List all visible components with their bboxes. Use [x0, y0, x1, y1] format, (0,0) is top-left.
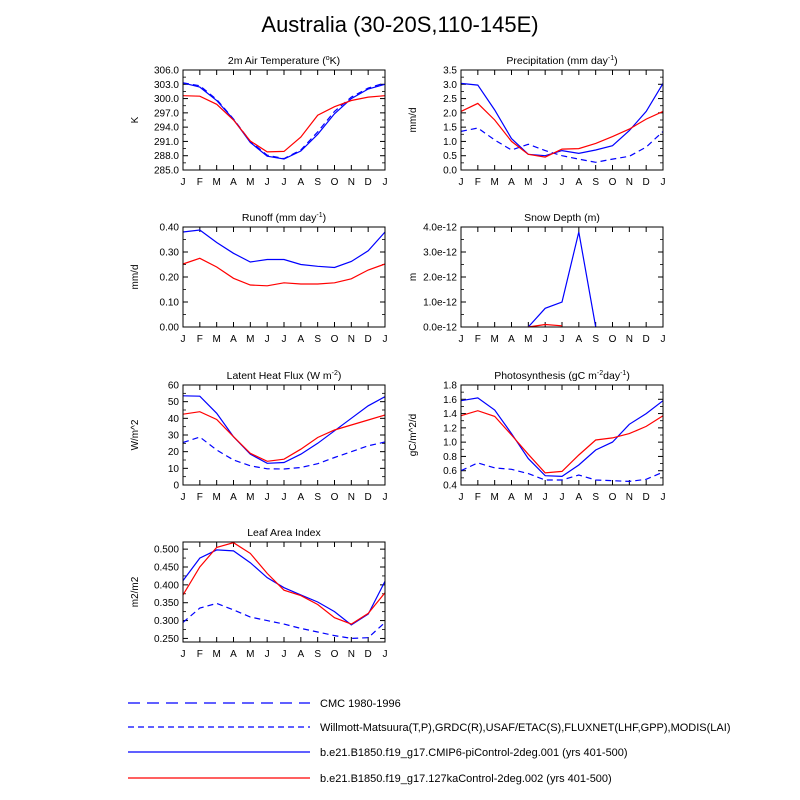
y-tick-label: 0.250	[153, 633, 179, 645]
chart-panel-5	[130, 370, 388, 503]
chart-panel-1	[130, 55, 388, 188]
y-tick-label: 0.4	[443, 480, 457, 492]
x-tick-label: J	[264, 177, 270, 188]
legend	[128, 698, 731, 785]
y-tick-label: 0.30	[159, 247, 179, 259]
x-tick-label: O	[330, 177, 339, 188]
y-tick-label: 0.10	[159, 297, 179, 309]
x-tick-label: M	[246, 334, 255, 345]
x-tick-label: D	[642, 334, 650, 345]
y-tick-label: 20	[167, 447, 179, 459]
x-tick-label: J	[382, 334, 388, 345]
x-tick-label: N	[347, 649, 355, 660]
x-tick-label: J	[458, 334, 464, 345]
x-tick-label: J	[559, 492, 565, 503]
y-tick-label: 1.8	[443, 380, 457, 392]
figure-title: Australia (30-20S,110-145E)	[261, 12, 539, 37]
x-tick-label: J	[559, 334, 565, 345]
series-line-obs	[461, 463, 663, 482]
x-tick-label: A	[297, 649, 305, 660]
x-tick-label: M	[524, 177, 533, 188]
x-tick-label: A	[230, 492, 237, 503]
series-line-obs	[183, 603, 385, 638]
x-tick-label: M	[246, 492, 255, 503]
chart-panel-4	[408, 212, 666, 345]
y-tick-label: 288.0	[153, 151, 179, 163]
series-line-obs	[183, 83, 385, 159]
x-tick-label: M	[490, 492, 499, 503]
y-tick-label: 285.0	[153, 165, 179, 177]
y-tick-label: 2.5	[443, 94, 457, 106]
panel-title: Photosynthesis (gC $m^{-2}day^{-1}$)	[494, 370, 630, 382]
x-tick-label: A	[508, 177, 515, 188]
y-axis-label: mm/d	[130, 264, 141, 290]
series-line-picontrol	[461, 83, 663, 155]
y-tick-label: 303.0	[153, 79, 179, 91]
x-tick-label: A	[575, 334, 583, 345]
y-tick-label: 306.0	[153, 65, 179, 77]
y-tick-label: 0.450	[153, 562, 179, 574]
x-tick-label: M	[490, 334, 499, 345]
y-axis-label: K	[130, 116, 141, 124]
y-tick-label: 0.500	[153, 544, 179, 556]
x-tick-label: S	[592, 334, 600, 345]
x-tick-label: F	[474, 492, 481, 503]
y-tick-label: 40	[167, 413, 179, 425]
legend-label-picontrol: b.e21.B1850.f19_g17.CMIP6-piControl-2deg.001 (yrs 401-500)	[320, 747, 628, 759]
y-tick-label: 4.0e-12	[423, 222, 457, 234]
plot-frame	[183, 385, 385, 485]
plot-frame	[461, 385, 663, 485]
x-tick-label: J	[382, 649, 388, 660]
x-tick-label: N	[625, 492, 633, 503]
x-tick-label: A	[575, 177, 583, 188]
panel-title: Leaf Area Index	[247, 527, 321, 539]
x-tick-label: J	[542, 177, 548, 188]
x-tick-label: D	[642, 177, 650, 188]
x-tick-label: O	[608, 334, 617, 345]
x-tick-label: M	[212, 334, 221, 345]
plot-frame	[183, 70, 385, 170]
x-tick-label: J	[281, 334, 287, 345]
x-tick-label: F	[196, 649, 203, 660]
y-tick-label: 0.400	[153, 580, 179, 592]
x-tick-label: M	[524, 492, 533, 503]
x-tick-label: F	[474, 177, 481, 188]
y-tick-label: 0.8	[443, 451, 457, 463]
y-tick-label: 50	[167, 397, 179, 409]
x-tick-label: O	[608, 177, 617, 188]
y-tick-label: 0.5	[443, 151, 457, 163]
series-line-127ka	[461, 103, 663, 157]
series-line-picontrol	[183, 396, 385, 464]
x-tick-label: M	[490, 177, 499, 188]
x-tick-label: M	[246, 177, 255, 188]
plot-frame	[461, 227, 663, 327]
x-tick-label: N	[347, 334, 355, 345]
y-tick-label: 30	[167, 430, 179, 442]
series-line-127ka	[183, 543, 385, 624]
y-tick-label: 10	[167, 463, 179, 475]
x-tick-label: M	[212, 177, 221, 188]
x-tick-label: S	[314, 492, 322, 503]
x-tick-label: N	[347, 492, 355, 503]
x-tick-label: O	[330, 334, 339, 345]
y-tick-label: 1.4	[443, 409, 457, 421]
y-tick-label: 0.40	[159, 222, 179, 234]
y-tick-label: 294.0	[153, 122, 179, 134]
x-tick-label: A	[297, 334, 305, 345]
x-tick-label: N	[625, 177, 633, 188]
x-tick-label: D	[364, 649, 372, 660]
x-tick-label: J	[264, 492, 270, 503]
y-tick-label: 1.0	[443, 437, 457, 449]
y-tick-label: 297.0	[153, 108, 179, 120]
x-tick-label: A	[575, 492, 583, 503]
x-tick-label: A	[297, 492, 305, 503]
x-tick-label: A	[508, 334, 515, 345]
y-axis-label: gC/m^2/d	[408, 413, 419, 457]
legend-label-cmc: CMC 1980-1996	[320, 698, 401, 710]
plot-frame	[183, 542, 385, 642]
x-tick-label: A	[297, 177, 305, 188]
y-tick-label: 1.2	[443, 423, 457, 435]
x-tick-label: J	[382, 492, 388, 503]
x-tick-label: J	[660, 334, 666, 345]
x-tick-label: J	[281, 649, 287, 660]
y-tick-label: 0.300	[153, 616, 179, 628]
x-tick-label: J	[382, 177, 388, 188]
x-tick-label: D	[364, 334, 372, 345]
panel-title: Runoff (mm day$^{-1}$)	[241, 212, 327, 224]
x-tick-label: J	[281, 177, 287, 188]
y-axis-label: W/m^2	[130, 419, 141, 451]
x-tick-label: F	[196, 334, 203, 345]
y-tick-label: 0.0e-12	[423, 322, 457, 334]
series-line-127ka	[461, 411, 663, 473]
x-tick-label: O	[330, 492, 339, 503]
y-tick-label: 0.6	[443, 466, 457, 478]
x-tick-label: S	[314, 177, 322, 188]
x-tick-label: J	[264, 649, 270, 660]
x-tick-label: F	[196, 492, 203, 503]
panel-title: 2m Air Temperature ($^o$K)	[227, 55, 341, 67]
x-tick-label: S	[592, 492, 600, 503]
x-tick-label: M	[212, 649, 221, 660]
x-tick-label: F	[196, 177, 203, 188]
y-tick-label: 1.5	[443, 122, 457, 134]
x-tick-label: J	[458, 177, 464, 188]
x-tick-label: J	[660, 177, 666, 188]
x-tick-label: D	[642, 492, 650, 503]
x-tick-label: N	[625, 334, 633, 345]
y-tick-label: 3.5	[443, 65, 457, 77]
y-tick-label: 2.0	[443, 108, 457, 120]
series-line-picontrol	[528, 232, 595, 327]
x-tick-label: M	[212, 492, 221, 503]
y-tick-label: 3.0e-12	[423, 247, 457, 259]
series-line-obs	[183, 437, 385, 469]
x-tick-label: J	[180, 649, 186, 660]
x-tick-label: A	[508, 492, 515, 503]
y-axis-label: m2/m2	[130, 576, 141, 608]
series-line-picontrol	[183, 550, 385, 625]
y-tick-label: 291.0	[153, 136, 179, 148]
x-tick-label: S	[314, 334, 322, 345]
x-tick-label: S	[592, 177, 600, 188]
y-tick-label: 1.6	[443, 394, 457, 406]
legend-label-obs: Willmott-Matsuura(T,P),GRDC(R),USAF/ETAC(S),FLUXNET(LHF,GPP),MODIS(LAI)	[320, 722, 731, 734]
series-line-127ka	[183, 96, 385, 152]
panel-title: Precipitation (mm day$^{-1}$)	[506, 55, 618, 67]
x-tick-label: J	[281, 492, 287, 503]
chart-panel-7	[130, 527, 388, 660]
x-tick-label: J	[559, 177, 565, 188]
series-line-picontrol	[183, 83, 385, 159]
x-tick-label: A	[230, 177, 237, 188]
y-tick-label: 0.20	[159, 272, 179, 284]
panel-title: Latent Heat Flux (W $m^{-2}$)	[226, 370, 342, 382]
y-tick-label: 3.0	[443, 79, 457, 91]
x-tick-label: A	[230, 649, 237, 660]
series-line-obs	[461, 128, 663, 162]
series-line-picontrol	[183, 230, 385, 268]
y-axis-label: m	[408, 272, 419, 282]
x-tick-label: D	[364, 177, 372, 188]
x-tick-label: O	[330, 649, 339, 660]
series-line-127ka	[183, 258, 385, 286]
x-tick-label: M	[246, 649, 255, 660]
x-tick-label: J	[264, 334, 270, 345]
x-tick-label: A	[230, 334, 237, 345]
series-line-picontrol	[461, 398, 663, 477]
x-tick-label: J	[458, 492, 464, 503]
x-tick-label: O	[608, 492, 617, 503]
x-tick-label: D	[364, 492, 372, 503]
series-line-127ka	[183, 412, 385, 462]
chart-panel-6	[408, 370, 666, 503]
x-tick-label: J	[180, 334, 186, 345]
y-tick-label: 1.0	[443, 136, 457, 148]
chart-panel-3	[130, 212, 388, 345]
x-tick-label: J	[660, 492, 666, 503]
x-tick-label: J	[542, 334, 548, 345]
y-tick-label: 300.0	[153, 94, 179, 106]
x-tick-label: S	[314, 649, 322, 660]
y-tick-label: 0	[173, 480, 179, 492]
panel-title: Snow Depth (m)	[524, 212, 600, 224]
y-tick-label: 0.350	[153, 598, 179, 610]
x-tick-label: M	[524, 334, 533, 345]
x-tick-label: F	[474, 334, 481, 345]
chart-panel-2	[408, 55, 666, 188]
y-tick-label: 0.00	[159, 322, 179, 334]
y-tick-label: 1.0e-12	[423, 297, 457, 309]
x-tick-label: J	[180, 177, 186, 188]
y-tick-label: 2.0e-12	[423, 272, 457, 284]
y-axis-label: mm/d	[408, 107, 419, 133]
x-tick-label: N	[347, 177, 355, 188]
y-tick-label: 0.0	[443, 165, 457, 177]
x-tick-label: J	[542, 492, 548, 503]
y-tick-label: 60	[167, 380, 179, 392]
x-tick-label: J	[180, 492, 186, 503]
legend-label-127ka: b.e21.B1850.f19_g17.127kaControl-2deg.002 (yrs 401-500)	[320, 773, 612, 785]
